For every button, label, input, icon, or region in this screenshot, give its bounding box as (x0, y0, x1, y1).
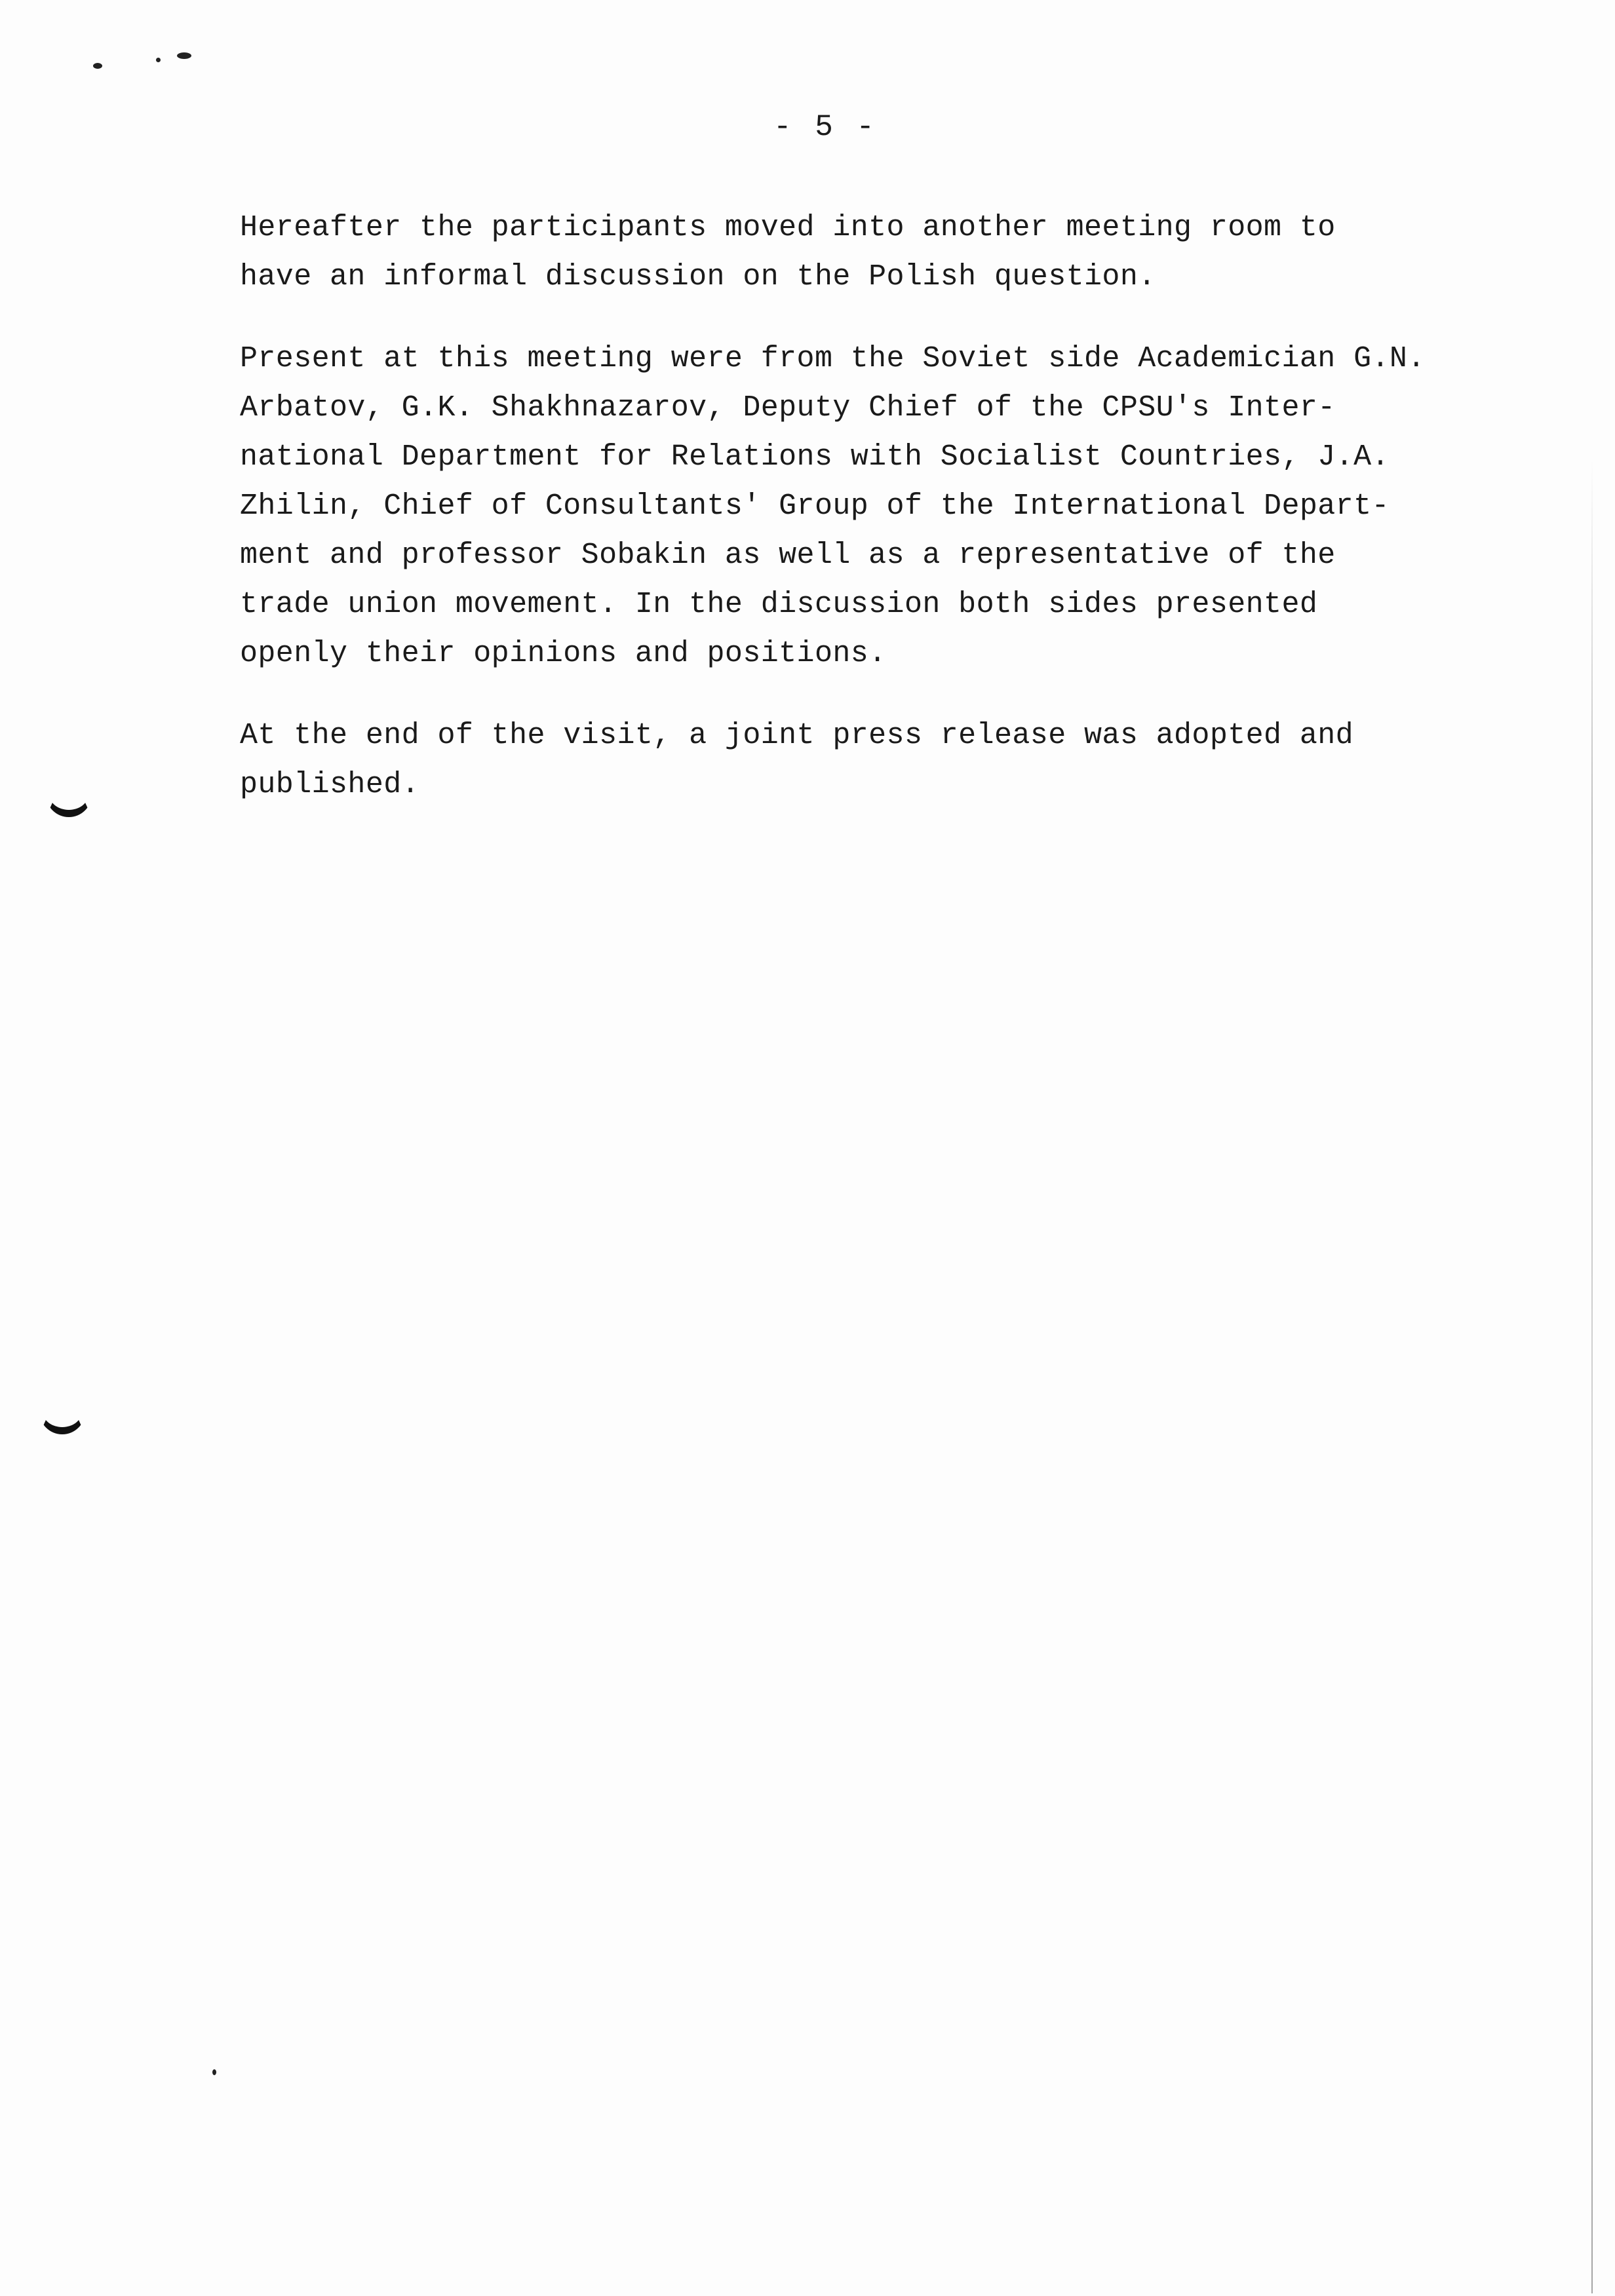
text-line: Arbatov, G.K. Shakhnazarov, Deputy Chief of the CPSU's Inter- (240, 391, 1336, 425)
paragraph (240, 711, 1584, 809)
text-line: national Department for Relations with Socialist Countries, J.A. (240, 440, 1390, 474)
scan-speck (156, 58, 161, 62)
text-line: Present at this meeting were from the Soviet side Academician G.N. (240, 342, 1426, 375)
scan-speck (177, 52, 191, 59)
text-line: Hereafter the participants moved into another meeting room to (240, 211, 1336, 244)
text-line: openly their opinions and positions. (240, 637, 887, 670)
text-line: At the end of the visit, a joint press release was adopted and (240, 719, 1354, 752)
text-line: trade union movement. In the discussion both sides presented (240, 588, 1318, 621)
text-line: Zhilin, Chief of Consultants' Group of the International Depart- (240, 489, 1390, 523)
text-line: have an informal discussion on the Polish question. (240, 260, 1156, 294)
scan-speck (212, 2069, 216, 2075)
page-number: - 5 - (773, 110, 878, 144)
text-line: ment and professor Sobakin as well as a representative of the (240, 539, 1336, 572)
text-line: published. (240, 768, 420, 801)
paragraph (240, 203, 1584, 301)
document-body (240, 203, 1584, 842)
punch-hole-mark (46, 784, 92, 817)
punch-hole-mark (39, 1401, 85, 1434)
scan-speck (93, 63, 102, 69)
paragraph (240, 334, 1584, 678)
scan-edge-line (1591, 459, 1593, 2293)
